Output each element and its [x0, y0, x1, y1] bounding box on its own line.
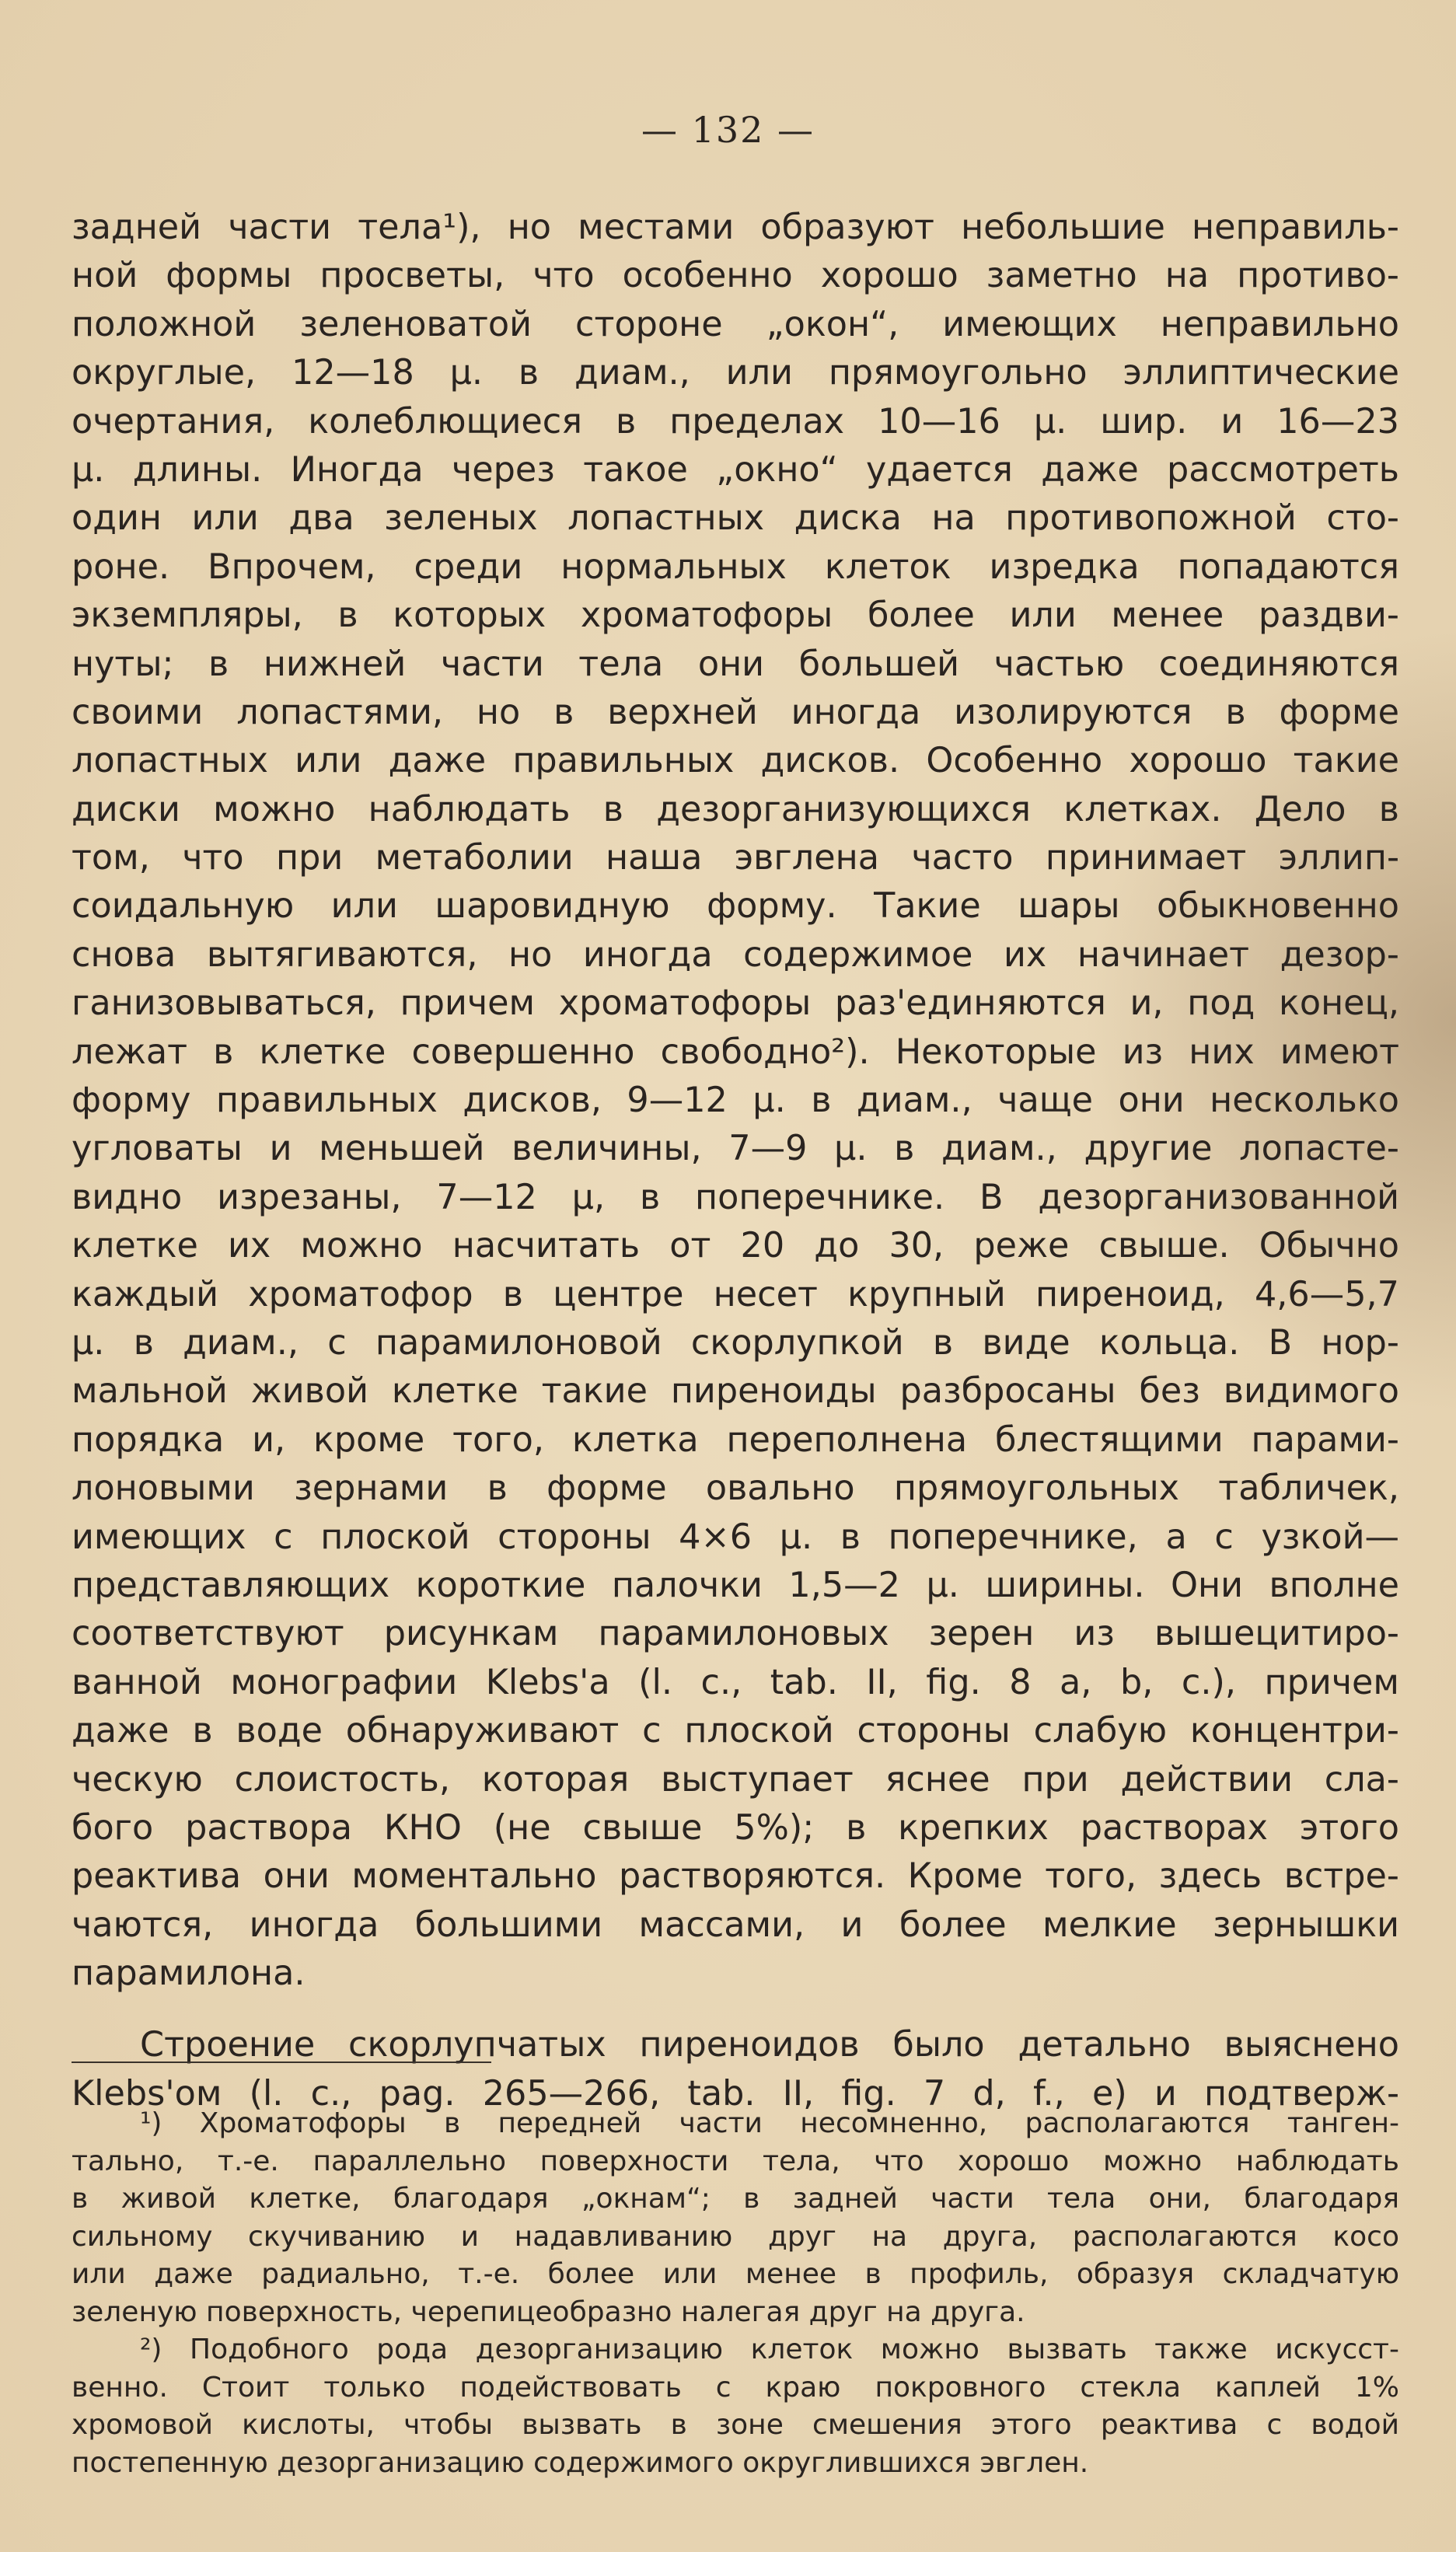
body-line: своими лопастями, но в верхней иногда изолируются в форме [72, 692, 1399, 732]
body-line: бого раствора КНО (не свыше 5%); в крепких растворах этого [72, 1807, 1399, 1848]
body-line: положной зеленоватой стороне „окон“, имеющих неправильно [72, 304, 1399, 344]
footnote-1-line: зеленую поверхность, черепицеобразно налегая друг на друга. [72, 2295, 1025, 2328]
body-line: соидальную или шаровидную форму. Такие шары обыкновенно [72, 886, 1399, 927]
footnote-1-line: ¹) Хроматофоры в передней части несомненно, располагаются танген- [140, 2107, 1399, 2139]
body-line: нуты; в нижней части тела они большей частью соединяются [72, 644, 1399, 684]
body-line: округлые, 12—18 μ. в диам., или прямоугольно эллиптические [72, 353, 1399, 393]
body-line: парамилона. [72, 1953, 306, 1994]
paragraph2-line: Klebs'ом (l. c., pag. 265—266, tab. II, fig. 7 d, f., e) и подтверж- [72, 2073, 1399, 2114]
page-number: — 132 — [641, 109, 815, 151]
body-line: мальной живой клетке такие пиреноиды разбросаны без видимого [72, 1371, 1399, 1412]
body-line: том, что при метаболии наша эвглена часто принимает эллип- [72, 838, 1399, 878]
footnote-1-line: или даже радиально, т.-е. более или менее в профиль, образуя складчатую [72, 2258, 1399, 2290]
body-line: μ. длины. Иногда через такое „окно“ удается даже рассмотреть [72, 449, 1399, 490]
footnotes [72, 2105, 1399, 2482]
body-line: видно изрезаны, 7—12 μ, в поперечнике. В дезорганизованной [72, 1177, 1399, 1217]
footnote-2-line: венно. Стоит только подействовать с краю покровного стекла каплей 1% [72, 2371, 1399, 2404]
body-line: лопастных или даже правильных дисков. Особенно хорошо такие [72, 741, 1399, 781]
body-line: форму правильных дисков, 9—12 μ. в диам., чаще они несколько [72, 1080, 1399, 1121]
body-line: ческую слоистость, которая выступает яснее при действии сла- [72, 1759, 1399, 1800]
body-line: представляющих короткие палочки 1,5—2 μ. ширины. Они вполне [72, 1565, 1399, 1605]
body-line: μ. в диам., с парамилоновой скорлупкой в виде кольца. В нор- [72, 1322, 1399, 1363]
body-line: реактива они моментально растворяются. Кроме того, здесь встре- [72, 1856, 1399, 1897]
body-line: имеющих с плоской стороны 4×6 μ. в поперечнике, а с узкой— [72, 1517, 1399, 1557]
body-line: порядка и, кроме того, клетка переполнена блестящими парами- [72, 1419, 1399, 1460]
body-line: соответствуют рисункам парамилоновых зерен из вышецитиро- [72, 1614, 1399, 1654]
body-line: угловаты и меньшей величины, 7—9 μ. в диам., другие лопасте- [72, 1129, 1399, 1169]
body-line: задней части тела¹), но местами образуют небольшие неправиль- [72, 208, 1399, 247]
paragraph-gap [72, 1998, 1399, 2021]
footnote-2-line: постепенную дезорганизацию содержимого округлившихся эвглен. [72, 2446, 1089, 2479]
body-line: ганизовываться, причем хроматофоры раз'единяются и, под конец, [72, 983, 1399, 1024]
body-line: клетке их можно насчитать от 20 до 30, реже свыше. Обычно [72, 1226, 1399, 1266]
footnote-2-line: хромовой кислоты, чтобы вызвать в зоне смешения этого реактива с водой [72, 2409, 1399, 2441]
body-line: роне. Впрочем, среди нормальных клеток изредка попадаются [72, 546, 1399, 587]
footnote-2-line: ²) Подобного рода дезорганизацию клеток можно вызвать также искусст- [140, 2334, 1399, 2365]
body-line: ванной монографии Klebs'a (l. c., tab. II, fig. 8 a, b, c.), причем [72, 1662, 1399, 1702]
body-line: ной формы просветы, что особенно хорошо заметно на противо- [72, 256, 1399, 296]
body-line: снова вытягиваются, но иногда содержимое их начинает дезор- [72, 934, 1399, 975]
body-line: лежат в клетке совершенно свободно²). Некоторые из них имеют [72, 1032, 1399, 1072]
body-line: лоновыми зернами в форме овально прямоугольных табличек, [72, 1468, 1399, 1509]
body-line: каждый хроматофор в центре несет крупный пиреноид, 4,6—5,7 [72, 1274, 1399, 1314]
footnote-1-line: сильному скучиванию и надавливанию друг на друга, располагаются косо [72, 2220, 1399, 2253]
paragraph2-line: Строение скорлупчатых пиреноидов было детально выяснено [140, 2025, 1399, 2065]
body-line: очертания, колеблющиеся в пределах 10—16 μ. шир. и 16—23 [72, 401, 1399, 442]
main-text [72, 204, 1399, 2118]
footnote-1-line: в живой клетке, благодаря „окнам“; в задней части тела они, благодаря [72, 2183, 1399, 2215]
body-line: чаются, иногда большими массами, и более мелкие зернышки [72, 1904, 1399, 1945]
footnote-divider [72, 2061, 491, 2063]
body-line: диски можно наблюдать в дезорганизующихся клетках. Дело в [72, 789, 1399, 829]
body-line: один или два зеленых лопастных диска на противопожной сто- [72, 498, 1399, 539]
body-line: даже в воде обнаруживают с плоской стороны слабую концентри- [72, 1711, 1399, 1751]
body-line: экземпляры, в которых хроматофоры более или менее раздви- [72, 595, 1399, 636]
footnote-1-line: тально, т.-е. параллельно поверхности тела, что хорошо можно наблюдать [72, 2145, 1399, 2177]
